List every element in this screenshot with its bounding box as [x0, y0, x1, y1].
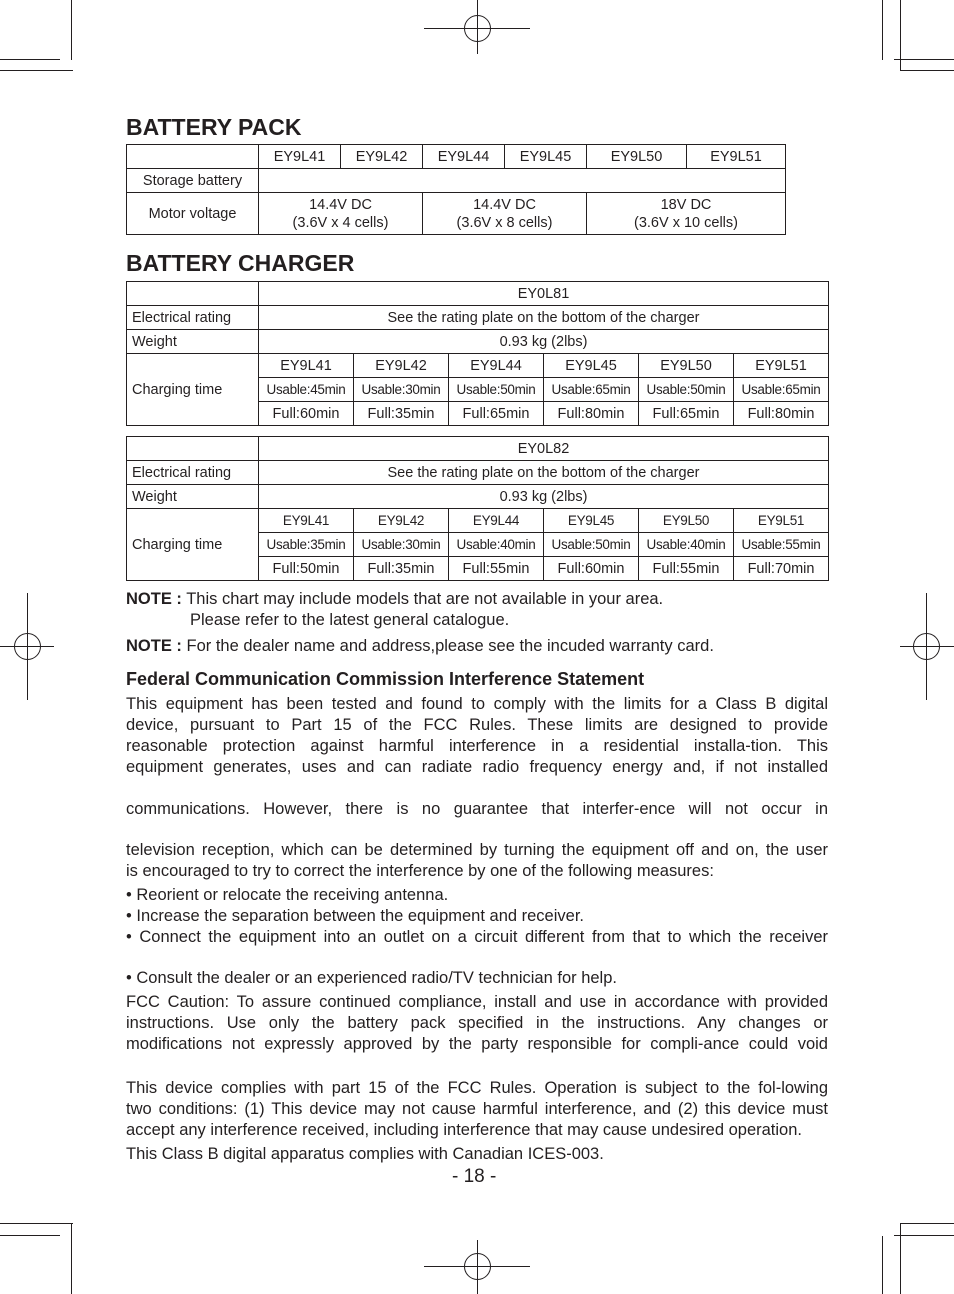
model-header: EY9L41 — [259, 145, 341, 169]
usable-time: Usable:65min — [734, 378, 829, 402]
electrical-label: Electrical rating — [127, 461, 259, 485]
battery-charger-title: BATTERY CHARGER — [126, 250, 355, 276]
usable-time: Usable:50min — [449, 378, 544, 402]
usable-time: Usable:55min — [734, 533, 829, 557]
usable-time: Usable:40min — [449, 533, 544, 557]
full-time: Full:60min — [544, 557, 639, 581]
pack-model: EY9L44 — [449, 509, 544, 533]
electrical-label: Electrical rating — [127, 306, 259, 330]
pack-model: EY9L44 — [449, 354, 544, 378]
full-time: Full:80min — [544, 402, 639, 426]
electrical-value: See the rating plate on the bottom of the charger — [259, 306, 829, 330]
usable-time: Usable:35min — [259, 533, 354, 557]
charger-model: EY0L82 — [259, 437, 829, 461]
charging-label: Charging time — [127, 509, 259, 581]
fcc-paragraph-line: equipment generates, uses and can radiate radio frequency energy and, if not installed — [126, 758, 828, 776]
note-1 — [126, 589, 663, 610]
usable-time: Usable:40min — [639, 533, 734, 557]
fcc-bullet: • Reorient or relocate the receiving antenna. — [126, 886, 449, 904]
storage-label: Storage battery — [127, 169, 259, 193]
fcc-paragraph-line: television reception, which can be determined by turning the equipment off and on, the user — [126, 841, 828, 859]
pack-model: EY9L51 — [734, 354, 829, 378]
usable-time: Usable:30min — [354, 533, 449, 557]
fcc-part15-line: two conditions: (1) This device may not cause harmful interference, and (2) this device must — [126, 1100, 828, 1118]
note-text: This chart may include models that are not available in your area. — [186, 590, 664, 608]
usable-time: Usable:65min — [544, 378, 639, 402]
battery-pack-title: BATTERY PACK — [126, 114, 302, 140]
full-time: Full:35min — [354, 557, 449, 581]
fcc-caution-line: FCC Caution: To assure continued compliance, install and use in accordance with provided — [126, 993, 828, 1011]
usable-time: Usable:50min — [639, 378, 734, 402]
weight-value: 0.93 kg (2lbs) — [259, 485, 829, 509]
fcc-paragraph-line: is encouraged to try to correct the interference by one of the following measures: — [126, 862, 714, 880]
fcc-part15-line: accept any interference received, including interference that may cause undesired operation. — [126, 1121, 802, 1139]
note-label: NOTE : — [126, 637, 182, 655]
fcc-paragraph-line: communications. However, there is no guarantee that interfer-ence will not occur in — [126, 800, 828, 818]
usable-time: Usable:50min — [544, 533, 639, 557]
pack-model: EY9L51 — [734, 509, 829, 533]
pack-model: EY9L42 — [354, 509, 449, 533]
charger-model: EY0L81 — [259, 282, 829, 306]
charger-table-ey0l82 — [126, 436, 829, 581]
full-time: Full:50min — [259, 557, 354, 581]
usable-time: Usable:45min — [259, 378, 354, 402]
weight-label: Weight — [127, 330, 259, 354]
fcc-bullet: • Consult the dealer or an experienced radio/TV technician for help. — [126, 969, 617, 987]
usable-time: Usable:30min — [354, 378, 449, 402]
fcc-part15-line: This device complies with part 15 of the FCC Rules. Operation is subject to the fol-lowing — [126, 1079, 828, 1097]
electrical-value: See the rating plate on the bottom of the charger — [259, 461, 829, 485]
pack-model: EY9L41 — [259, 509, 354, 533]
full-time: Full:80min — [734, 402, 829, 426]
battery-pack-table — [126, 144, 786, 235]
model-header: EY9L51 — [687, 145, 786, 169]
fcc-paragraph-line: reasonable protection against harmful interference in a residential installa-tion. This — [126, 737, 828, 755]
pack-model: EY9L45 — [544, 354, 639, 378]
weight-label: Weight — [127, 485, 259, 509]
note-2 — [126, 636, 714, 657]
pack-model: EY9L50 — [639, 354, 734, 378]
weight-value: 0.93 kg (2lbs) — [259, 330, 829, 354]
model-header: EY9L42 — [341, 145, 423, 169]
full-time: Full:65min — [449, 402, 544, 426]
pack-model: EY9L41 — [259, 354, 354, 378]
header-blank — [127, 437, 259, 461]
motor-label: Motor voltage — [127, 193, 259, 235]
storage-value — [259, 169, 786, 193]
fcc-paragraph-line: This equipment has been tested and found to comply with the limits for a Class B digital — [126, 695, 828, 713]
fcc-caution-line: instructions. Use only the battery pack specified in the instructions. Any changes or — [126, 1014, 828, 1032]
full-time: Full:65min — [639, 402, 734, 426]
header-blank — [127, 282, 259, 306]
note-label: NOTE : — [126, 590, 182, 608]
model-header: EY9L45 — [505, 145, 587, 169]
motor-value: 14.4V DC (3.6V x 4 cells) — [259, 193, 423, 235]
fcc-bullet: • Increase the separation between the equipment and receiver. — [126, 907, 584, 925]
full-time: Full:70min — [734, 557, 829, 581]
full-time: Full:55min — [449, 557, 544, 581]
model-header: EY9L44 — [423, 145, 505, 169]
pack-model: EY9L45 — [544, 509, 639, 533]
pack-model: EY9L42 — [354, 354, 449, 378]
page-number: - 18 - — [452, 1166, 497, 1187]
charging-label: Charging time — [127, 354, 259, 426]
fcc-heading: Federal Communication Commission Interference Statement — [126, 669, 645, 689]
motor-value: 18V DC (3.6V x 10 cells) — [587, 193, 786, 235]
note-1-line-2: Please refer to the latest general catalogue. — [190, 611, 510, 629]
full-time: Full:35min — [354, 402, 449, 426]
full-time: Full:55min — [639, 557, 734, 581]
header-blank — [127, 145, 259, 169]
fcc-bullet: • Connect the equipment into an outlet on a circuit different from that to which the receiver — [126, 928, 828, 946]
full-time: Full:60min — [259, 402, 354, 426]
pack-model: EY9L50 — [639, 509, 734, 533]
fcc-paragraph-line: device, pursuant to Part 15 of the FCC Rules. These limits are designed to provide — [126, 716, 828, 734]
fcc-caution-line: modifications not expressly approved by the party responsible for compli-ance could void — [126, 1035, 828, 1053]
charger-table-ey0l81 — [126, 281, 829, 426]
model-header: EY9L50 — [587, 145, 687, 169]
note-text: For the dealer name and address,please see the incuded warranty card. — [186, 637, 714, 655]
motor-value: 14.4V DC (3.6V x 8 cells) — [423, 193, 587, 235]
fcc-ices: This Class B digital apparatus complies with Canadian ICES-003. — [126, 1145, 604, 1163]
